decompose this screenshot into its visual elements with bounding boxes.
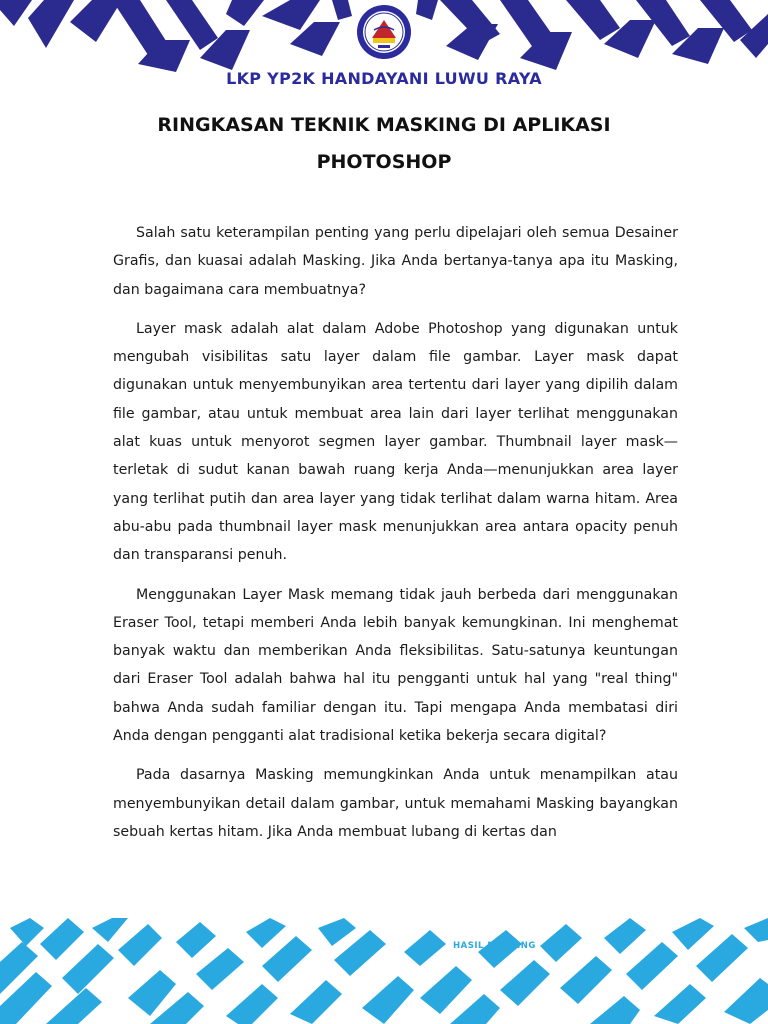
title-line-2: PHOTOSHOP (316, 151, 452, 173)
footer-pattern (0, 918, 768, 1024)
title-line-1: RINGKASAN TEKNIK MASKING DI APLIKASI (157, 114, 611, 136)
paragraph: Salah satu keterampilan penting yang perlu dipelajari oleh semua Desainer Grafis, dan kuasai adalah Masking. Jika Anda bertanya-tanya apa itu Masking, dan bagaimana cara membuatnya? (113, 225, 678, 298)
image-caption: HASIL MASKING (453, 941, 536, 951)
paragraph: Layer mask adalah alat dalam Adobe Photoshop yang digunakan untuk mengubah visibilitas satu layer dalam file gambar. Layer mask dapat digunakan untuk menyembunyikan area tertentu dari layer yang dipilih dalam file gambar, atau untuk membuat area lain dari layer terlihat menggunakan alat kuas untuk menyorot segmen layer gambar. Thumbnail layer mask—terletak di sudut kanan bawah ruang kerja Anda—menunjukkan area layer yang terlihat putih dan area layer yang tidak terlihat dalam warna hitam. Area abu-abu pada thumbnail layer mask menunjukkan area antara opacity penuh dan transparansi penuh. (113, 320, 678, 564)
paragraph: Menggunakan Layer Mask memang tidak jauh berbeda dari menggunakan Eraser Tool, tetapi memberi Anda lebih banyak kemungkinan. Ini menghemat banyak waktu dan memberikan Anda fleksibilitas. Satu-satunya keuntungan dari Eraser Tool adalah bahwa hal itu pengganti untuk hal yang "real thing" bahwa Anda sudah familiar dengan itu. Tapi mengapa Anda membatasi diri Anda dengan pengganti alat tradisional ketika bekerja secara digital? (113, 586, 678, 745)
organization-name: LKP YP2K HANDAYANI LUWU RAYA (226, 69, 542, 88)
document-title (120, 107, 648, 181)
article-body (113, 219, 678, 857)
paragraph: Pada dasarnya Masking memungkinkan Anda untuk menampilkan atau menyembunyikan detail dalam gambar, untuk memahami Masking bayangkan sebuah kertas hitam. Jika Anda membuat lubang di kertas dan (113, 767, 678, 840)
organization-seal-icon (356, 4, 412, 60)
